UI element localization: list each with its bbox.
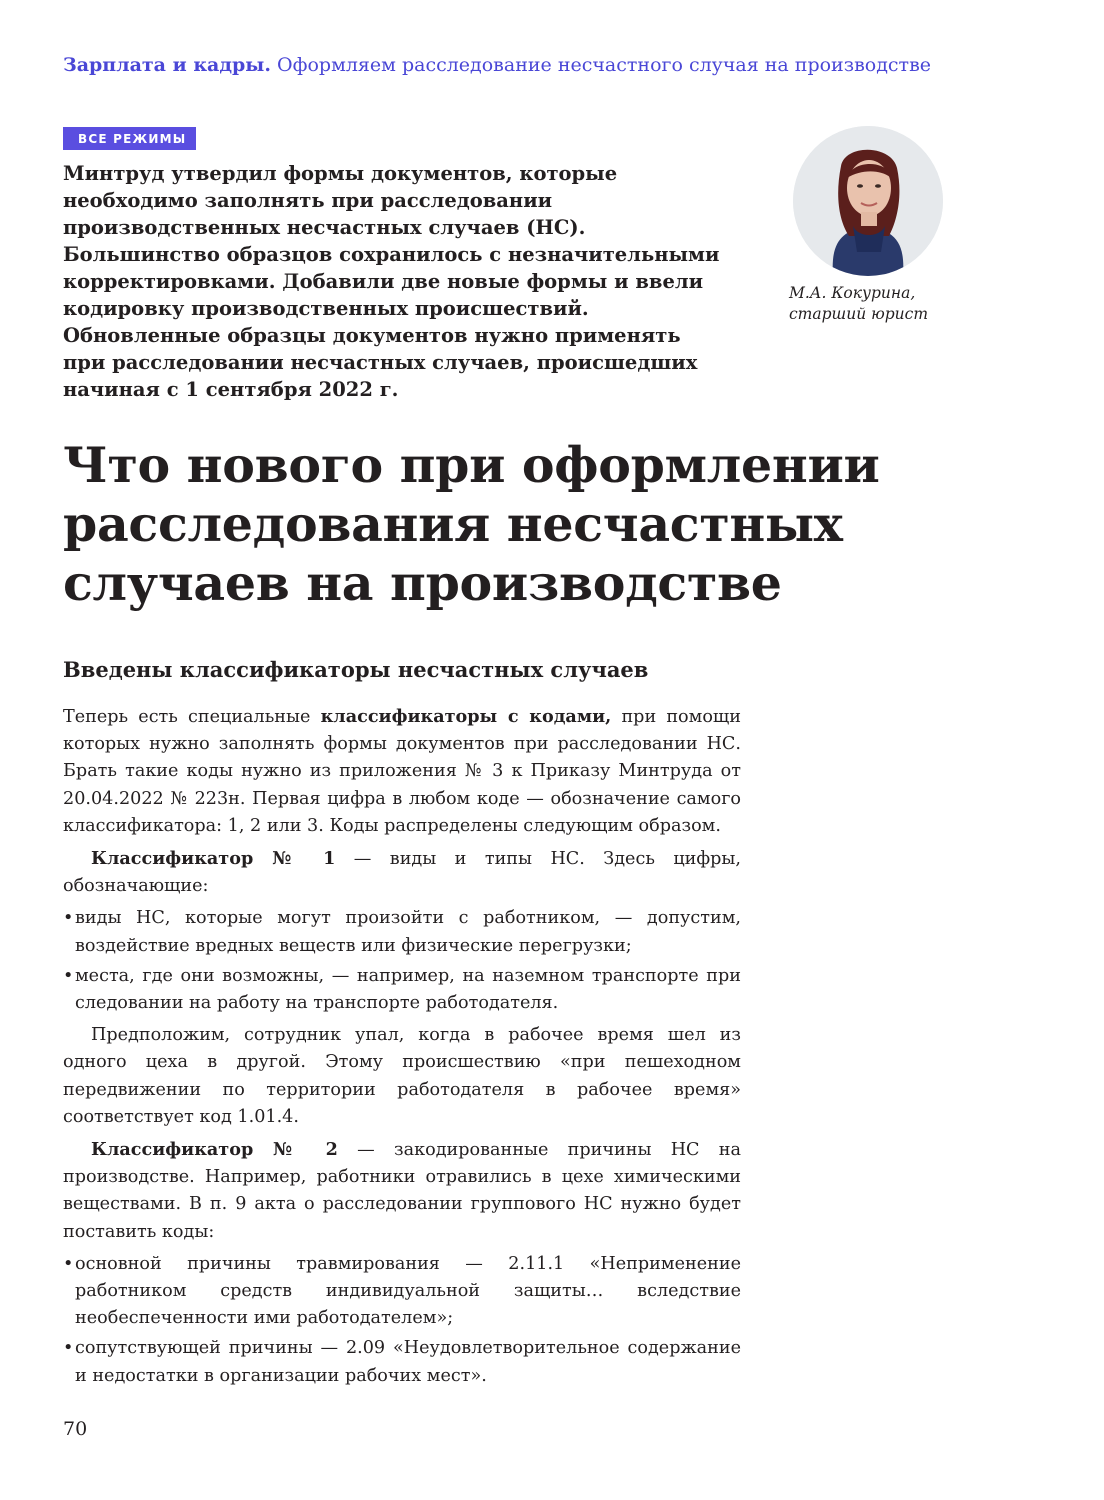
lead-line: корректировками. Добавили две новые формы и ввели [63,270,704,293]
lead-line: кодировку производственных происшествий. [63,297,589,320]
list-item: • места, где они возможны, — например, на наземном транспорте при следовании на работу на транспорте работодателя. [63,963,741,1017]
paragraph-classifier-2 [63,1136,741,1246]
emphasis-text: классификаторы с кодами, [320,706,612,727]
bullet-list-1 [63,905,741,1017]
text-run: — закодированные причины НС на производстве. Например, работники отравились в цехе химическими веществами. В п. 9 акта о расследовании группового НС нужно будет поставить коды: [63,1140,741,1242]
tax-regime-badge: ВСЕ РЕЖИМЫ [63,127,196,150]
paragraph-classifier-1 [63,845,741,900]
lead-line: при расследовании несчастных случаев, происшедших [63,351,698,374]
author-photo [793,126,943,276]
text-run: — виды и типы НС. Здесь цифры, обозначающие: [63,849,741,897]
section-heading: Введены классификаторы несчастных случаев [63,657,649,682]
bullet-list-2 [63,1251,741,1390]
emphasis-text: Классификатор № 2 [91,1139,338,1161]
article-title [63,436,1043,613]
lead-line: начиная с 1 сентября 2022 г. [63,378,399,401]
author-caption [789,283,1009,325]
lead-paragraph [63,160,763,403]
emphasis-text: Классификатор № 1 [91,848,336,870]
author-name: М.А. Кокурина, [789,284,916,302]
lead-line: Большинство образцов сохранилось с незначительными [63,243,720,266]
lead-line: производственных несчастных случаев (НС). [63,216,586,239]
header-section: Зарплата и кадры. [63,54,271,76]
title-line: Что нового при оформлении [63,436,880,494]
title-line: случаев на производстве [63,554,782,612]
article-body [63,703,741,1395]
lead-line: Минтруд утвердил формы документов, которые [63,162,618,185]
text-run: Теперь есть специальные [63,707,321,727]
header-title: Оформляем расследование несчастного случая на производстве [277,54,932,76]
page-number: 70 [63,1418,88,1440]
list-item: • сопутствующей причины — 2.09 «Неудовлетворительное содержание и недостатки в организации рабочих мест». [63,1335,741,1389]
author-role: старший юрист [789,305,929,323]
author-portrait-illustration [793,126,943,276]
lead-line: необходимо заполнять при расследовании [63,189,553,212]
list-item: • основной причины травмирования — 2.11.1 «Неприменение работником средств индивидуальной защиты… вследствие необеспеченности ими работодателем»; [63,1251,741,1333]
lead-line: Обновленные образцы документов нужно применять [63,324,681,347]
paragraph-intro [63,703,741,840]
text-run: при помощи которых нужно заполнять формы документов при расследовании НС. Брать такие коды нужно из приложения № 3 к Приказу Минтруда от 20.04.2022 № 223н. Первая цифра в любом коде — обозначение самого классификатора: 1, 2 или 3. Коды распределены следующим образом. [63,707,741,836]
list-item: • виды НС, которые могут произойти с работником, — допустим, воздействие вредных веществ или физические перегрузки; [63,905,741,959]
running-header [63,54,1023,76]
title-line: расследования несчастных [63,495,843,553]
paragraph-example: Предположим, сотрудник упал, когда в рабочее время шел из одного цеха в другой. Этому происшествию «при пешеходном передвижении по территории работодателя в рабочее время» соответствует код 1.01.4. [63,1025,741,1127]
